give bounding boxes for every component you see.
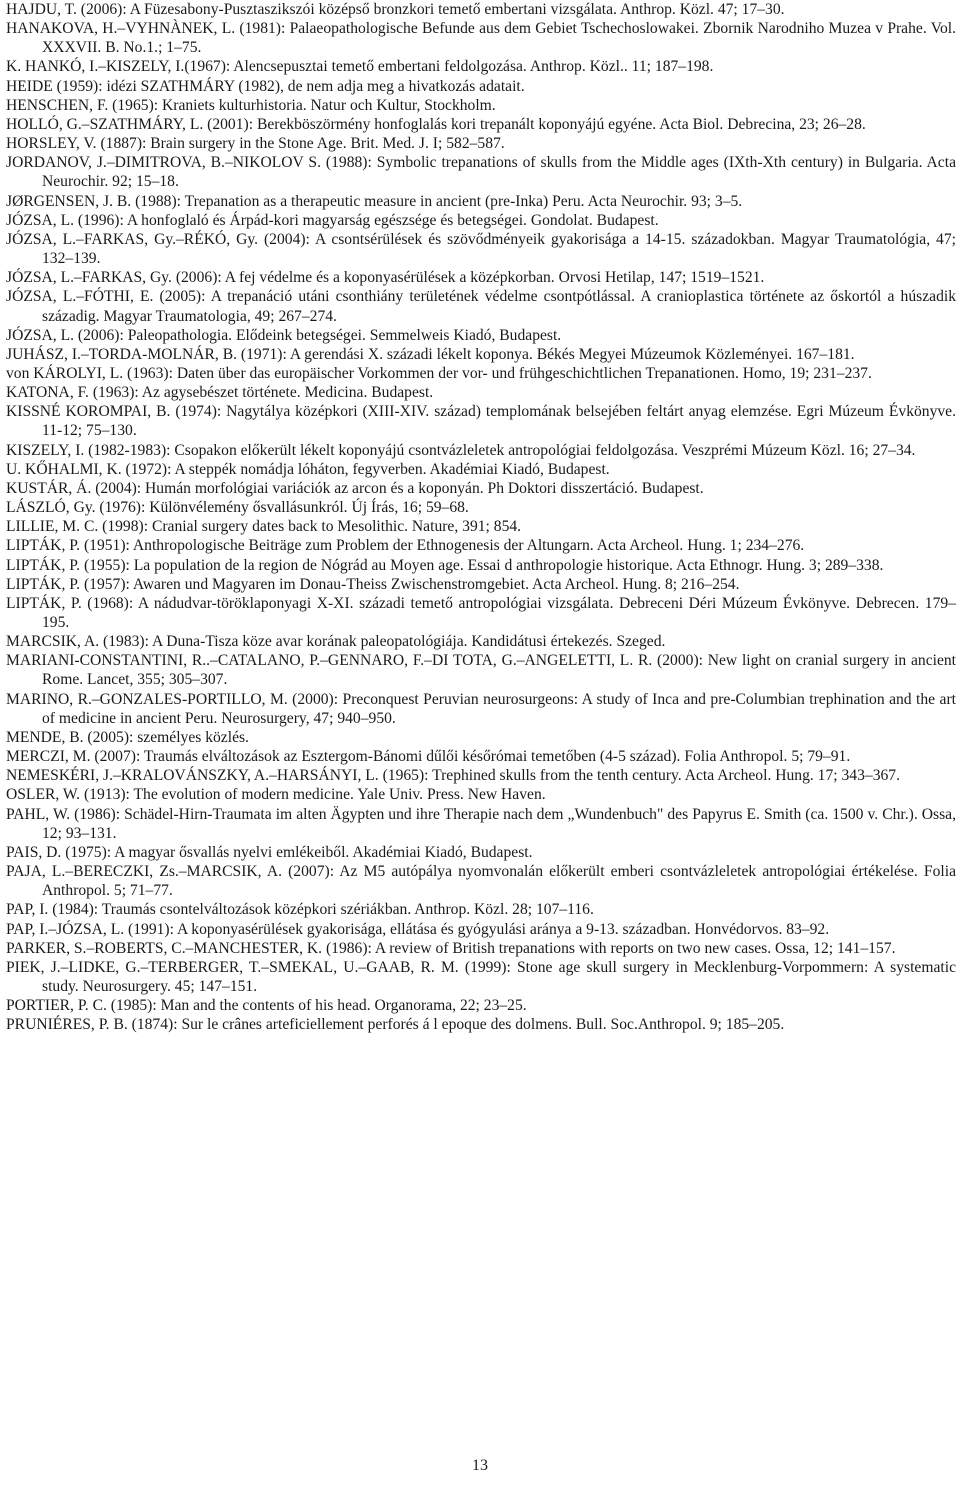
reference-entry: K. HANKÓ, I.–KISZELY, I.(1967): Alencsepusztai temető embertani feldolgozása. Anthrop. Közl.. 11; 187–198. xyxy=(6,58,714,76)
reference-entry: PIEK, J.–LIDKE, G.–TERBERGER, T.–SMEKAL, U.–GAAB, R. M. (1999): Stone age skull surgery in Mecklenburg-Vorpommern: A systematic study. Neurosurgery. 45; 147–151. xyxy=(6,958,956,995)
reference-entry: HORSLEY, V. (1887): Brain surgery in the Stone Age. Brit. Med. J. I; 582–587. xyxy=(6,135,505,153)
reference-entry: PAP, I. (1984): Traumás csontelváltozások középkori szériákban. Anthrop. Közl. 28; 107–116. xyxy=(6,901,594,919)
reference-entry: HENSCHEN, F. (1965): Kraniets kulturhistoria. Natur och Kultur, Stockholm. xyxy=(6,96,496,114)
reference-entry: LIPTÁK, P. (1957): Awaren und Magyaren im Donau-Theiss Zwischenstromgebiet. Acta Archeol. Hung. 8; 216–254. xyxy=(6,575,740,593)
page-number: 13 xyxy=(472,1457,488,1474)
reference-entry: LIPTÁK, P. (1955): La population de la region de Nógrád au Moyen age. Essai d anthropologie historique. Acta Ethnogr. Hung. 3; 289–338. xyxy=(6,556,884,574)
reference-entry: HEIDE (1959): idézi SZATHMÁRY (1982), de nem adja meg a hivatkozás adatait. xyxy=(6,77,525,95)
reference-entry: KISSNÉ KOROMPAI, B. (1974): Nagytálya középkori (XIII-XIV. század) templomának belsejében feltárt anyag elemzése. Egri Múzeum Évkönyve. 11-12; 75–130. xyxy=(6,403,956,440)
reference-entry: KATONA, F. (1963): Az agysebészet története. Medicina. Budapest. xyxy=(6,384,434,402)
reference-entry: MENDE, B. (2005): személyes közlés. xyxy=(6,728,249,746)
reference-entry: JØRGENSEN, J. B. (1988): Trepanation as a therapeutic measure in ancient (pre-Inka) Peru. Acta Neurochir. 93; 3–5. xyxy=(6,192,743,210)
reference-entry: LIPTÁK, P. (1951): Anthropologische Beiträge zum Problem der Ethnogenesis der Altungarn. Acta Archeol. Hung. 1; 234–276. xyxy=(6,537,805,555)
reference-entry: JÓZSA, L.–FARKAS, Gy.–RÉKÓ, Gy. (2004): A csontsérülések és szövődményeik gyakorisága a 14-15. századokban. Magyar Traumatológia, 47; 132–139. xyxy=(6,230,956,268)
reference-entry: HANAKOVA, H.–VYHNÀNEK, L. (1981): Palaeopathologische Befunde aus dem Gebiet Tschechoslowakei. Zbornik Narodniho Muzea v Prahe. Vol. XXXVII. B. No.1.; 1–75. xyxy=(6,20,956,57)
reference-entry: U. KŐHALMI, K. (1972): A steppék nomádja lóháton, fegyverben. Akadémiai Kiadó, Budapest. xyxy=(6,460,610,478)
reference-entry: LÁSZLÓ, Gy. (1976): Különvélemény ősvallásunkról. Új Írás, 16; 59–68. xyxy=(6,499,469,517)
reference-entry: PORTIER, P. C. (1985): Man and the contents of his head. Organorama, 22; 23–25. xyxy=(6,997,527,1015)
reference-entry: HAJDU, T. (2006): A Füzesabony-Pusztaszikszói középső bronzkori temető embertani vizsgálata. Anthrop. Közl. 47; 17–30. xyxy=(6,1,785,18)
reference-entry: PAIS, D. (1975): A magyar ősvallás nyelvi emlékeiből. Akadémiai Kiadó, Budapest. xyxy=(6,843,533,861)
reference-entry: OSLER, W. (1913): The evolution of modern medicine. Yale Univ. Press. New Haven. xyxy=(6,786,546,804)
reference-entry: KISZELY, I. (1982-1983): Csopakon előkerült lékelt koponyájú csontvázleletek antropológiai feldolgozása. Veszprémi Múzeum Közl. 16; 27–34. xyxy=(6,441,916,459)
reference-entry: LIPTÁK, P. (1968): A nádudvar-töröklaponyagi X-XI. századi temető antropológiai vizsgálata. Debreceni Déri Múzeum Évkönyve. Debrecen. 179–195. xyxy=(6,594,956,631)
reference-entry: HOLLÓ, G.–SZATHMÁRY, L. (2001): Berekböszörmény honfoglalás kori trepanált koponyájú egyéne. Acta Biol. Debrecina, 23; 26–28. xyxy=(6,115,866,133)
reference-entry: PAHL, W. (1986): Schädel-Hirn-Traumata im alten Ägypten und ihre Therapie nach dem „Wundenbuch" des Papyrus E. Smith (ca. 1500 v. Chr.). Ossa, 12; 93–131. xyxy=(6,805,956,842)
reference-entry: PRUNIÉRES, P. B. (1874): Sur le crânes arteficiellement perforés á l epoque des dolmens. Bull. Soc.Anthropol. 9; 185–205. xyxy=(6,1016,785,1034)
reference-entry: JÓZSA, L.–FARKAS, Gy. (2006): A fej védelme és a koponyasérülések a középkorban. Orvosi Hetilap, 147; 1519–1521. xyxy=(6,269,765,287)
reference-entry: JORDANOV, J.–DIMITROVA, B.–NIKOLOV S. (1988): Symbolic trepanations of skulls from the Middle ages (IXth-Xth century) in Bulgaria. Acta Neurochir. 92; 15–18. xyxy=(6,154,956,191)
reference-entry: von KÁROLYI, L. (1963): Daten über das europäischer Vorkommen der vor- und frühgeschichtlichen Trepanationen. Homo, 19; 231–237. xyxy=(6,364,872,382)
reference-entry: LILLIE, M. C. (1998): Cranial surgery dates back to Mesolithic. Nature, 391; 854. xyxy=(6,518,522,536)
reference-entry: MERCZI, M. (2007): Traumás elváltozások az Esztergom-Bánomi dűlői későrómai temetőben (4-5 század). Folia Anthropol. 5; 79–91. xyxy=(6,748,851,766)
reference-entry: PARKER, S.–ROBERTS, C.–MANCHESTER, K. (1986): A review of British trepanations with reports on two new cases. Ossa, 12; 141–157. xyxy=(6,939,896,957)
reference-entry: MARCSIK, A. (1983): A Duna-Tisza köze avar korának paleopatológiája. Kandidátusi értekezés. Szeged. xyxy=(6,633,666,651)
reference-entry: MARIANI-CONSTANTINI, R..–CATALANO, P.–GENNARO, F.–DI TOTA, G.–ANGELETTI, L. R. (2000): New light on cranial surgery in ancient Rome. Lancet, 355; 305–307. xyxy=(6,652,956,689)
reference-entry: JÓZSA, L. (2006): Paleopathologia. Elődeink betegségei. Semmelweis Kiadó, Budapest. xyxy=(6,326,562,344)
reference-entry: PAJA, L.–BERECZKI, Zs.–MARCSIK, A. (2007): Az M5 autópálya nyomvonalán előkerült emberi csontvázleletek antropológiai értékelése. Folia Anthropol. 5; 71–77. xyxy=(6,863,956,900)
reference-list xyxy=(6,0,956,1034)
reference-entry: JÓZSA, L. (1996): A honfoglaló és Árpád-kori magyarság egészsége és betegségei. Gondolat. Budapest. xyxy=(6,211,659,229)
reference-entry: JUHÁSZ, I.–TORDA-MOLNÁR, B. (1971): A gerendási X. századi lékelt koponya. Békés Megyei Múzeumok Közleményei. 167–181. xyxy=(6,345,855,363)
reference-entry: JÓZSA, L.–FÓTHI, E. (2005): A trepanáció utáni csonthiány területének védelme csontpótlással. A cranioplastica története az őskortól a húszadik századig. Magyar Traumatologia, 49; 267–274. xyxy=(6,288,956,325)
reference-entry: NEMESKÉRI, J.–KRALOVÁNSZKY, A.–HARSÁNYI, L. (1965): Trephined skulls from the tenth century. Acta Archeol. Hung. 17; 343–367. xyxy=(6,767,900,785)
reference-entry: MARINO, R.–GONZALES-PORTILLO, M. (2000): Preconquest Peruvian neurosurgeons: A study of Inca and pre-Columbian trephination and the art of medicine in ancient Peru. Neurosurgery, 47; 940–950. xyxy=(6,690,956,727)
reference-entry: KUSTÁR, Á. (2004): Humán morfológiai variációk az arcon és a koponyán. Ph Doktori disszertáció. Budapest. xyxy=(6,479,704,497)
reference-entry: PAP, I.–JÓZSA, L. (1991): A koponyasérülések gyakorisága, ellátása és gyógyulási aránya a 9-13. században. Honvédorvos. 83–92. xyxy=(6,920,830,938)
